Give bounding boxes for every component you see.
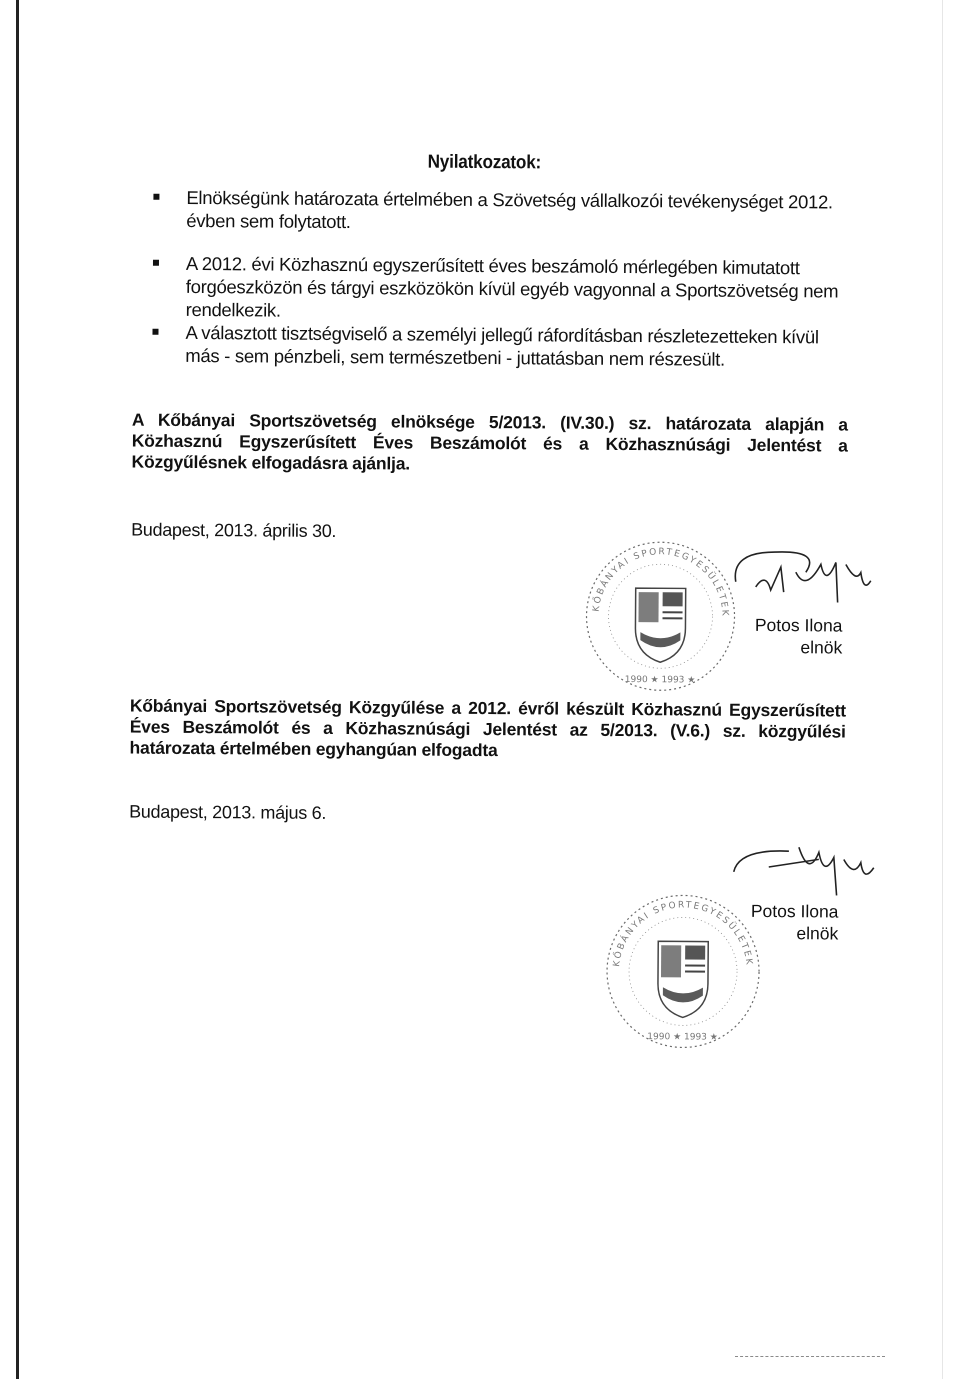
svg-text:KŐBÁNYAI SPORTEGYESÜLETEK: KŐBÁNYAI SPORTEGYESÜLETEK (612, 900, 754, 969)
date-may: Budapest, 2013. május 6. (129, 802, 326, 824)
signatory-block (732, 614, 842, 659)
declaration-text: A 2012. évi Közhasznú egyszerűsített éves beszámoló mérlegében kimutatott forgóeszközön és tárgyi eszközökön kívül egyéb vagyonnal a Sportszövetség nem rendelkezik. (186, 253, 839, 321)
svg-text:1990 ★ 1993 ★: 1990 ★ 1993 ★ (647, 1032, 718, 1042)
signatory-title: elnök (732, 636, 842, 659)
bullet-icon (153, 260, 159, 266)
svg-text:1990 ★ 1993 ★: 1990 ★ 1993 ★ (625, 675, 696, 685)
declaration-item (186, 252, 849, 326)
coat-of-arms-icon (580, 536, 741, 697)
board-recommendation: A Kőbányai Sportszövetség elnöksége 5/2013. (IV.30.) sz. határozata alapján a Közhasznú Egyszerűsített Éves Beszámolót és a Közhasznúsági Jelentést a Közgyűlésnek elfogadásra ajánlja. (132, 410, 848, 478)
signatory-name: Potos Ilona (728, 900, 838, 923)
declaration-text: A választott tisztségviselő a személyi jellegű ráfordításban részletezetteken kívül más - sem pénzbeli, sem természetbeni - juttatásban nem részesült. (185, 322, 818, 370)
footer-rule (735, 1356, 885, 1358)
handwritten-signature-icon (726, 542, 886, 613)
declaration-item (185, 321, 848, 372)
handwritten-signature-icon (729, 837, 889, 898)
declaration-text: Elnökségünk határozata értelmében a Szövetség vállalkozói tevékenységet 2012. évben sem folytatott. (186, 187, 833, 232)
svg-text:KŐBÁNYAI SPORTEGYESÜLETEK: KŐBÁNYAI SPORTEGYESÜLETEK (592, 547, 731, 618)
declaration-item (186, 186, 849, 237)
declarations-heading: Nyilatkozatok: (52, 149, 916, 177)
assembly-approval: Kőbányai Sportszövetség Közgyűlése a 2012. évről készült Közhasznú Egyszerűsített Éves Beszámolót és a Közhasznúsági Jelentést az 5/2013. (V.6.) sz. közgyűlési határozata értelmében egyhangúan elfogadta (130, 696, 846, 764)
signatory-name: Potos Ilona (732, 614, 842, 637)
coat-of-arms-icon (602, 889, 763, 1070)
bullet-icon (152, 329, 158, 335)
bullet-icon (153, 194, 159, 200)
date-april: Budapest, 2013. április 30. (131, 520, 336, 542)
signatory-title: elnök (728, 922, 838, 945)
